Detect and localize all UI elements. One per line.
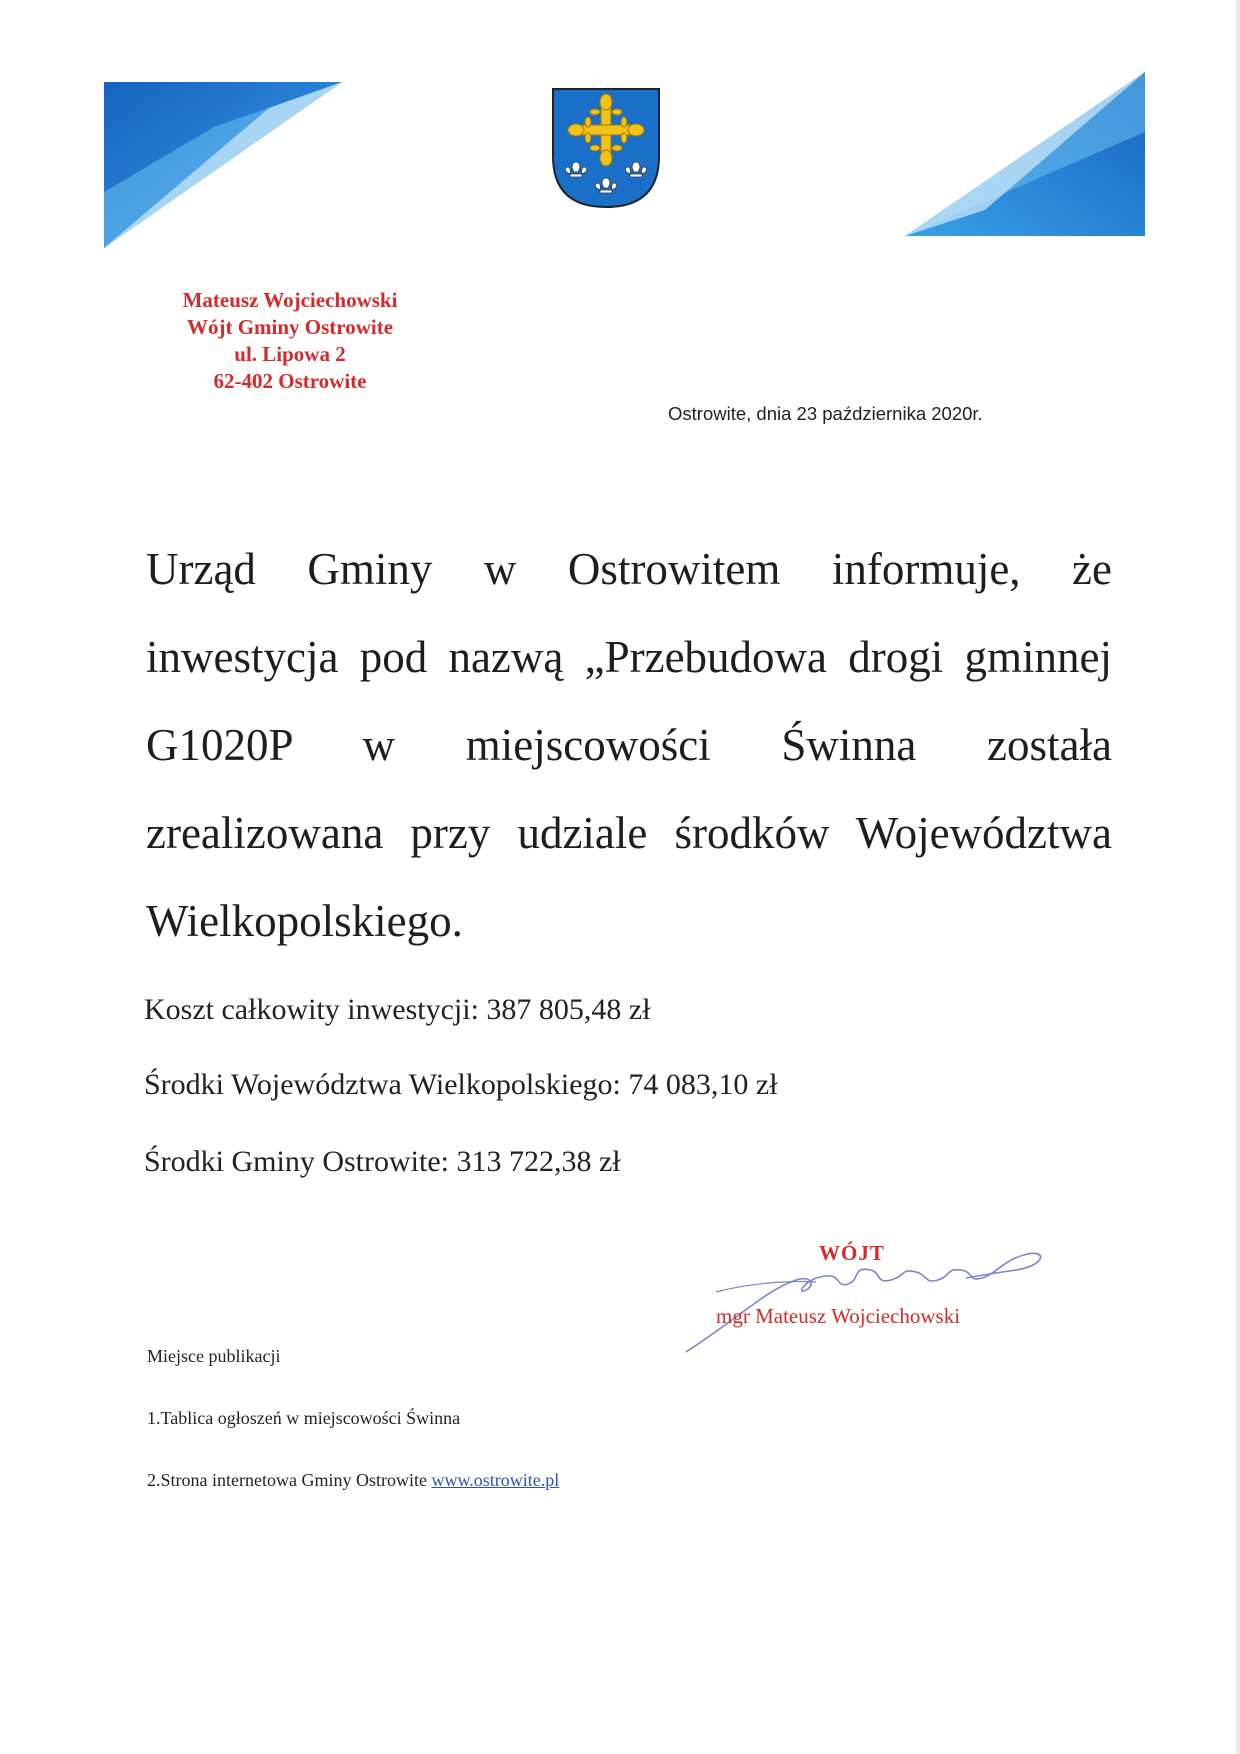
website-link[interactable]: www.ostrowite.pl [431,1470,560,1490]
sender-city: 62-402 Ostrowite [213,369,367,393]
cost-total: Koszt całkowity inwestycji: 387 805,48 zł [144,993,651,1026]
handwritten-signature [676,1240,1056,1360]
cost-region-funds: Środki Województwa Wielkopolskiego: 74 083,10 zł [144,1068,778,1101]
blue-triangle-decoration-left [104,82,342,248]
announcement-text: Urząd Gminy w Ostrowitem informuje, że inwestycja pod nazwą „Przebudowa drogi gminnej G1020P w miejscowości Świnna została zrealizowana przy udziale środków Województwa Wielkopolskiego. [146,544,1112,946]
sender-street: ul. Lipowa 2 [234,342,346,366]
signature-title: WÓJT [819,1241,885,1265]
date-line: Ostrowite, dnia 23 października 2020r. [668,403,983,424]
cost-gmina-funds: Środki Gminy Ostrowite: 313 722,38 zł [144,1145,621,1178]
blue-triangle-decoration-right [905,72,1145,236]
sender-name: Mateusz Wojciechowski [182,288,398,312]
scan-edge [1236,0,1240,1754]
publication-item-1: 1.Tablica ogłoszeń w miejscowości Świnna [147,1408,461,1428]
coat-of-arms-icon [550,86,662,210]
signature-name: mgr Mateusz Wojciechowski [716,1304,961,1328]
sender-block [140,287,440,395]
publication-heading: Miejsce publikacji [147,1346,281,1366]
sender-office: Wójt Gminy Ostrowite [186,315,394,339]
publication-item-2-text: 2.Strona internetowa Gminy Ostrowite [147,1470,432,1490]
publication-item-2 [147,1470,559,1491]
